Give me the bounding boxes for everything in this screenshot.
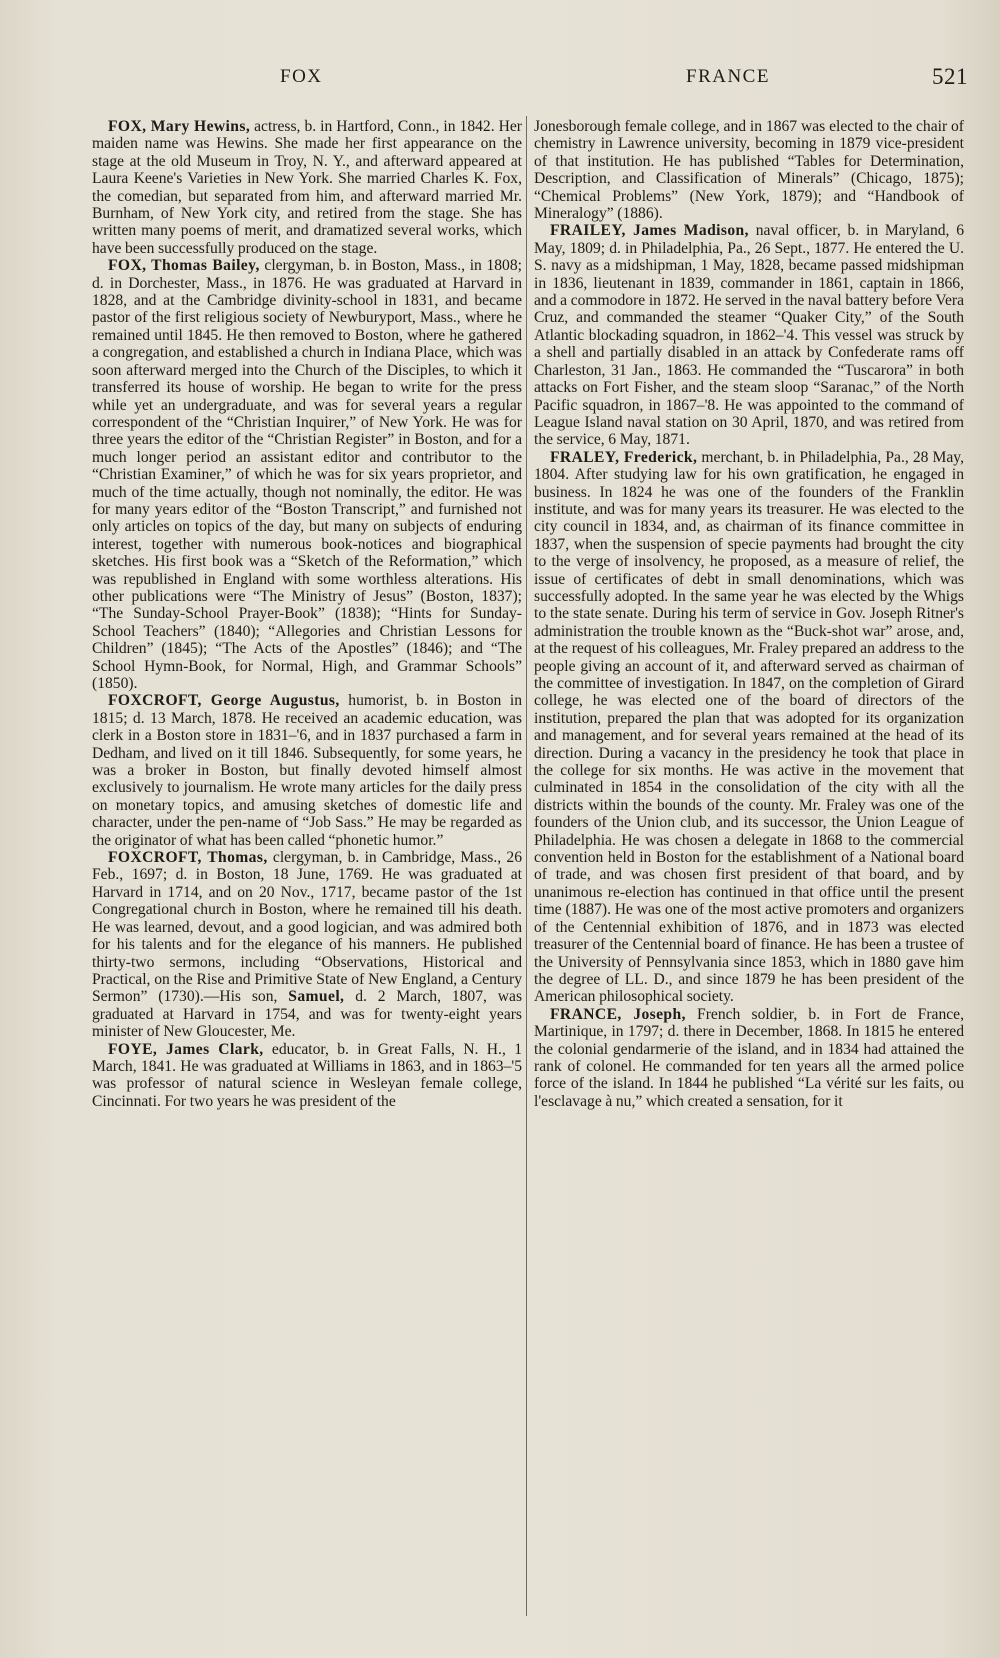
entry-headword: FOX, Mary Hewins,: [108, 118, 251, 135]
entry-text: humorist, b. in Boston in 1815; d. 13 March, 1878. He received an academic education, was clerk in a Boston store in 1831–'6, and in 1837 purchased a farm in Dedham, and lived on it till 1846. Subsequently, for some years, he was a broker in Boston, but finally devoted himself almost exclusively to journalism. He wrote many articles for the daily press on monetary topics, and amusing sketches of domestic life and character, under the pen-name of “Job Sass.” He may be regarded as the originator of what has been called “phonetic humor.”: [92, 692, 523, 849]
entry-frailey-james-madison: [534, 222, 964, 448]
entry-france-joseph: [534, 1006, 964, 1110]
running-head-left: FOX: [280, 66, 323, 87]
entry-fox-mary-hewins: [92, 118, 522, 257]
entry-text: actress, b. in Hartford, Conn., in 1842. Her maiden name was Hewins. She made her first appearance on the stage at the old Museum in Troy, N. Y., and afterward appeared at Laura Keene's Varieties in New York. She married Charles K. Fox, the comedian, but separated from him, and afterward married Mr. Burnham, of New York city, and retired from the stage. She has written many poems of merit, and dramatized several works, which have been successfully produced on the stage.: [92, 118, 523, 257]
running-head-right: FRANCE: [686, 66, 770, 87]
entry-fraley-frederick: [534, 449, 964, 1006]
entry-text: French soldier, b. in Fort de France, Martinique, in 1797; d. there in December, 1868. In 1815 he entered the colonial gendarmerie of the island, and in 1834 had attained the rank of colonel. He commanded for ten years all the armed police force of the island. In 1844 he published “La vérité sur les faits, ou l'esclavage à nu,” which created a sensation, for it: [534, 1005, 964, 1110]
entry-text: clergyman, b. in Boston, Mass., in 1808; d. in Dorchester, Mass., in 1876. He was graduated at Harvard in 1828, and at the Cambridge divinity-school in 1831, and became pastor of the first religious society of Newburyport, Mass., where he remained until 1845. He then removed to Boston, where he gathered a congregation, and established a church in Indiana Place, which was soon afterward merged into the Church of the Disciples, to which it transferred its house of worship. He began to write for the press while yet an undergraduate, and was for several years a regular correspondent of the “Christian Inquirer,” of New York. He was for three years the editor of the “Christian Register” in Boston, and for a much longer period an assistant editor and contributor to the “Christian Examiner,” of which he was for six years proprietor, and much of the time actually, though not nominally, the editor. He was for many years editor of the “Boston Transcript,” and furnished not only articles on topics of the day, but many on subjects of enduring interest, together with numerous book-notices and biographical sketches. His first book was a “Sketch of the Reformation,” which was republished in England with some worthless alterations. His other publications were “The Ministry of Jesus” (Boston, 1837); “The Sunday-School Prayer-Book” (1838); “Hints for Sunday-School Teachers” (1840); “Allegories and Christian Lessons for Children” (1845); “The Acts of the Apostles” (1846); and “The School Hymn-Book, for Normal, High, and Grammar Schools” (1850).: [92, 257, 522, 692]
entry-text: merchant, b. in Philadelphia, Pa., 28 May, 1804. After studying law for his own gratification, he engaged in business. In 1824 he was one of the founders of the Franklin institute, and was for many years its treasurer. He was elected to the city council in 1834, and, as chairman of its finance committee in 1837, when the suspension of specie payments had brought the city to the verge of insolvency, he proposed, as a measure of relief, the issue of certificates of debt in small denominations, which was successfully adopted. In the same year he was elected by the Whigs to the state senate. During his term of service in Gov. Joseph Ritner's administration the trouble known as the “Buck-shot war” arose, and, at the request of his colleagues, Mr. Fraley prepared an address to the people giving an account of it, and afterward served as chairman of the committee of investigation. In 1847, on the completion of Girard college, he was elected one of the board of directors of the institution, prepared the plan that was adopted for its organization and management, and for several years remained at the head of its direction. During a vacancy in the presidency he took that place in the college for six months. He was active in the movement that culminated in 1854 in the consolidation of the city with all the districts within the bounds of the county. Mr. Fraley was one of the founders of the Union club, and its successor, the Union League of Philadelphia. He was chosen a delegate in 1868 to the commercial convention held in Boston for the establishment of a National board of trade, and was chosen first president of that board, and by unanimous re-election has continued in that office until the present time (1887). He was one of the most active promoters and organizers of the Centennial exhibition of 1876, and in 1873 was elected treasurer of the Centennial board of finance. He has been a trustee of the University of Pennsylvania since 1853, which in 1880 gave him the degree of LL. D., and since 1879 he has been president of the American philosophical society.: [534, 448, 964, 1006]
entry-text: Jonesborough female college, and in 1867 was elected to the chair of chemistry in Lawrence university, becoming in 1879 vice-president of that institution. He has published “Tables for Determination, Description, and Classification of Minerals” (Chicago, 1875); “Chemical Problems” (New York, 1879); and “Handbook of Mineralogy” (1886).: [534, 118, 964, 223]
running-head: [0, 66, 1000, 94]
left-column: [92, 118, 522, 1110]
entry-foye-continuation: [534, 118, 964, 222]
page-number: 521: [932, 64, 968, 89]
entry-subhead: Samuel,: [288, 988, 345, 1006]
entry-text: naval officer, b. in Maryland, 6 May, 1809; d. in Philadelphia, Pa., 26 Sept., 1877. He entered the U. S. navy as a midshipman, 1 May, 1828, became passed midshipman in 1836, lieutenant in 1839, commander in 1861, captain in 1866, and a commodore in 1872. He served in the naval battery before Vera Cruz, and commanded the steamer “Quaker City,” of the South Atlantic blockading squadron, in 1862–'4. This vessel was struck by a shell and partially disabled in an attack by Confederate rams off Charleston, 31 Jan., 1863. He commanded the “Tuscarora” in both attacks on Fort Fisher, and the steam sloop “Saranac,” of the North Pacific squadron, in 1867–'8. He was appointed to the command of League Island naval station on 30 April, 1870, and was retired from the service, 6 May, 1871.: [534, 222, 964, 449]
entry-headword: FOYE, James Clark,: [108, 1040, 264, 1058]
entry-headword: FOXCROFT, Thomas,: [108, 849, 268, 867]
entry-text-continued: d. 2 March, 1807, was graduated at Harvard in 1754, and was for twenty-eight years minister of New Gloucester, Me.: [92, 988, 523, 1041]
entry-headword: FOX, Thomas Bailey,: [108, 257, 260, 275]
entry-headword: FRALEY, Frederick,: [550, 448, 698, 466]
column-divider: [526, 116, 527, 1616]
entry-foye-james-clark: [92, 1041, 522, 1111]
entry-headword: FRAILEY, James Madison,: [550, 222, 749, 240]
entry-foxcroft-george-augustus: [92, 692, 522, 849]
entry-headword: FOXCROFT, George Augustus,: [108, 692, 340, 710]
right-column: [534, 118, 964, 1110]
entry-text: educator, b. in Great Falls, N. H., 1 March, 1841. He was graduated at Williams in 1863, and in 1863–'5 was professor of natural science in Wesleyan female college, Cincinnati. For two years he was president of the: [92, 1040, 523, 1110]
entry-foxcroft-thomas: [92, 849, 522, 1040]
entry-headword: FRANCE, Joseph,: [550, 1005, 686, 1023]
entry-text: clergyman, b. in Cambridge, Mass., 26 Feb., 1697; d. in Boston, 18 June, 1769. He was graduated at Harvard in 1714, and on 20 Nov., 1717, became pastor of the 1st Congregational church in Boston, where he remained till his death. He was learned, devout, and a good logician, and was admired both for his talents and for the elegance of his manners. He published thirty-two sermons, including “Observations, Historical and Practical, on the Rise and Primitive State of New England, a Century Sermon” (1730).—His son,: [92, 849, 523, 1006]
entry-fox-thomas-bailey: [92, 257, 522, 692]
